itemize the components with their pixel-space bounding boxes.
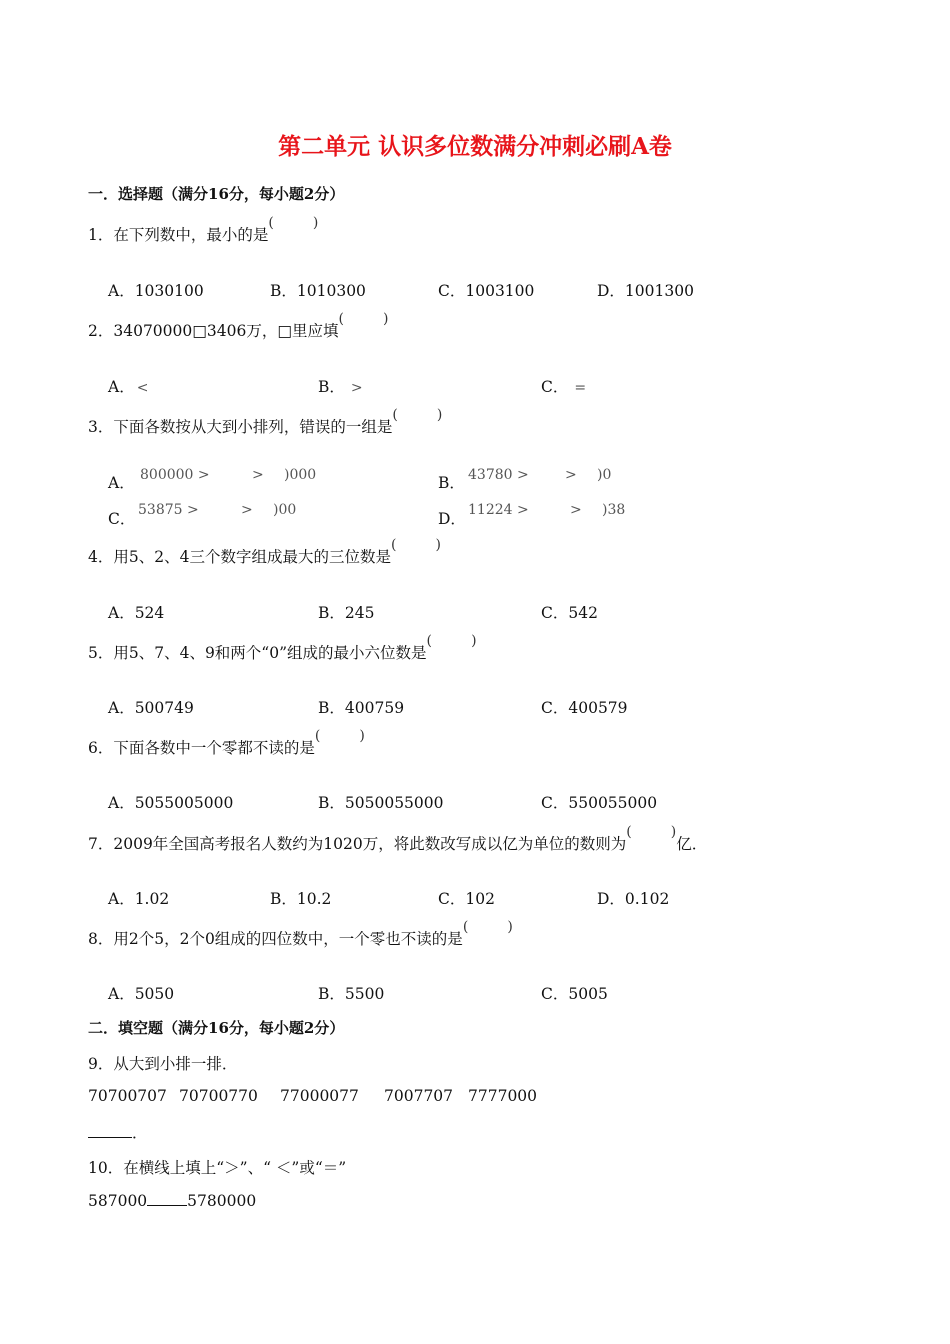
q3-option-a-first: 800000 > (140, 467, 210, 483)
question-9: 9．从大到小排一排． (88, 1055, 238, 1073)
q8-option-a[interactable]: A．5050 (108, 985, 175, 1003)
q3-option-a-label[interactable]: A． (108, 474, 135, 492)
q1-option-b[interactable]: B．1010300 (270, 282, 366, 300)
q7-option-b[interactable]: B．10.2 (270, 890, 332, 908)
q5-option-c[interactable]: C．400579 (541, 699, 628, 717)
q10-answer-line[interactable] (147, 1191, 187, 1206)
q1-option-a[interactable]: A．1030100 (108, 282, 204, 300)
q9-number: 77000077 (280, 1087, 359, 1105)
q2-option-c[interactable]: C． = (541, 378, 587, 396)
question-10: 10．在横线上填上“＞”、“ ＜”或“＝” (88, 1159, 347, 1177)
question-6 (88, 728, 365, 758)
question-3 (88, 407, 443, 437)
q4-option-a[interactable]: A．524 (108, 604, 165, 622)
question-2-text: 2．34070000□3406万，□里应填 (88, 322, 339, 340)
question-2 (88, 311, 389, 341)
q7-option-c[interactable]: C．102 (438, 890, 495, 908)
q3-option-a-end: )000 (284, 467, 317, 483)
q2-option-a[interactable]: A． < (108, 378, 149, 396)
question-3-text: 3．下面各数按从大到小排列，错误的一组是 (88, 418, 393, 436)
q1-option-d[interactable]: D．1001300 (597, 282, 694, 300)
q8-option-b[interactable]: B．5500 (318, 985, 385, 1003)
q3-option-c-end: )00 (273, 502, 297, 518)
question-4-text: 4．用5、2、4三个数字组成最大的三位数是 (88, 548, 391, 566)
q5-option-b[interactable]: B．400759 (318, 699, 405, 717)
q9-answer-line[interactable]: ． (88, 1121, 148, 1143)
q2-option-b[interactable]: B． > (318, 378, 363, 396)
q10-comparison (88, 1191, 256, 1210)
question-7 (88, 824, 708, 854)
question-1 (88, 215, 319, 245)
q3-option-b-end: )0 (597, 467, 612, 483)
answer-paren[interactable]: ( ) (314, 728, 365, 744)
section-heading-choice: 一．选择题（满分16分，每小题2分） (88, 185, 345, 203)
question-7-text: 7．2009年全国高考报名人数约为1020万，将此数改写成以亿为单位的数则为 (88, 835, 627, 853)
q3-option-c-label[interactable]: C． (108, 510, 136, 528)
answer-paren[interactable]: ( ) (390, 537, 441, 553)
q3-option-b-label[interactable]: B． (438, 474, 465, 492)
q3-option-c-mid: > (241, 502, 253, 518)
q3-option-d-mid: > (570, 502, 582, 518)
answer-paren[interactable]: ( ) (626, 824, 677, 840)
q3-option-d-end: )38 (602, 502, 626, 518)
q9-number: 70700770 (179, 1087, 258, 1105)
question-1-text: 1．在下列数中，最小的是 (88, 226, 269, 244)
question-5 (88, 633, 477, 663)
question-8-text: 8．用2个5，2个0组成的四位数中，一个零也不读的是 (88, 930, 463, 948)
q6-option-b[interactable]: B．5050055000 (318, 794, 444, 812)
question-6-text: 6．下面各数中一个零都不读的是 (88, 739, 315, 757)
q7-option-d[interactable]: D．0.102 (597, 890, 670, 908)
answer-paren[interactable]: ( ) (338, 311, 389, 327)
q6-option-a[interactable]: A．5055005000 (108, 794, 234, 812)
q9-number: 70700707 (88, 1087, 167, 1105)
q3-option-b-first: 43780 > (468, 467, 529, 483)
question-5-text: 5．用5、7、4、9和两个“0”组成的最小六位数是 (88, 644, 427, 662)
q3-option-c-first: 53875 > (138, 502, 199, 518)
q9-number: 7777000 (468, 1087, 538, 1105)
q3-option-d-first: 11224 > (468, 502, 529, 518)
q10-right-number: 5780000 (187, 1192, 257, 1210)
q3-option-d-label[interactable]: D． (438, 510, 466, 528)
q7-option-a[interactable]: A．1.02 (108, 890, 170, 908)
question-8 (88, 919, 513, 949)
answer-paren[interactable]: ( ) (426, 633, 477, 649)
q4-option-b[interactable]: B．245 (318, 604, 375, 622)
answer-paren[interactable]: ( ) (392, 407, 443, 423)
question-7-suffix: 亿． (676, 835, 708, 853)
q6-option-c[interactable]: C．550055000 (541, 794, 658, 812)
q1-option-c[interactable]: C．1003100 (438, 282, 535, 300)
page-title: 第二单元 认识多位数满分冲刺必刷A卷 (278, 133, 672, 160)
q3-option-b-mid: > (565, 467, 577, 483)
q4-option-c[interactable]: C．542 (541, 604, 598, 622)
q3-option-a-mid: > (252, 467, 264, 483)
q5-option-a[interactable]: A．500749 (108, 699, 194, 717)
answer-paren[interactable]: ( ) (462, 919, 513, 935)
q9-number: 7007707 (384, 1087, 454, 1105)
answer-paren[interactable]: ( ) (268, 215, 319, 231)
q8-option-c[interactable]: C．5005 (541, 985, 608, 1003)
q10-left-number: 587000 (88, 1192, 148, 1210)
question-4 (88, 537, 441, 567)
section-heading-fill: 二．填空题（满分16分，每小题2分） (88, 1019, 345, 1037)
